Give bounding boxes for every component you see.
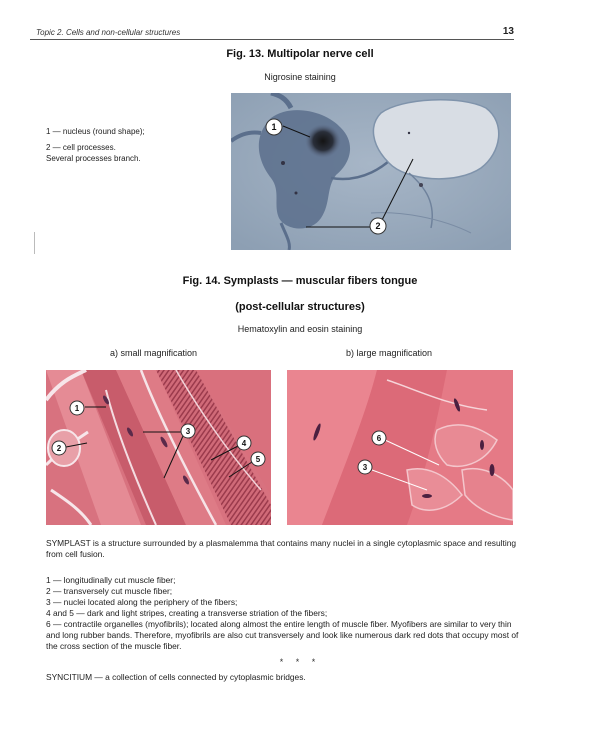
muscle-small-magnification bbox=[46, 370, 271, 525]
topic-title: Topic 2. Cells and non-cellular structures bbox=[36, 28, 181, 37]
marker-a3: 3 bbox=[185, 427, 191, 436]
symplast-definition: SYMPLAST is a structure surrounded by a plasmalemma that contains many nuclei in a single cytoplasmic space and resulting from cell fusion. bbox=[46, 538, 517, 559]
fig14-staining: Hematoxylin and eosin staining bbox=[237, 324, 363, 334]
fig13-legend-3: Several processes branch. bbox=[46, 154, 141, 163]
fig13-title: Fig. 13. Multipolar nerve cell bbox=[226, 48, 374, 60]
fig14-legend bbox=[46, 575, 524, 652]
fig14-sub-b: b) large magnification bbox=[346, 348, 433, 358]
marker-b6: 6 bbox=[376, 434, 382, 443]
fig14-sub-a: a) small magnification bbox=[110, 348, 198, 358]
fig13-staining: Nigrosine staining bbox=[264, 72, 336, 82]
legend-item-2: 2 — transversely cut muscle fiber; bbox=[46, 586, 173, 596]
legend-item-5: 6 — contractile organelles (myofibrils); located along almost the entire length of muscle fiber. Myofibers are similar to very thin and long rubber bands. Therefore, myofibrils are also cut transversely and look like numerous dark red dots that occupy most of the cross section of the muscle fiber. bbox=[46, 619, 519, 651]
page-header bbox=[30, 27, 514, 40]
legend-item-4: 4 and 5 — dark and light stripes, creating a transverse striation of the fibers; bbox=[46, 608, 328, 618]
nerve-cell-micrograph bbox=[231, 93, 511, 250]
marker-a1: 1 bbox=[74, 404, 80, 413]
marker-2-label: 2 bbox=[375, 221, 381, 231]
fig13-legend-2: 2 — cell processes. bbox=[46, 143, 116, 152]
fig13-legend bbox=[46, 126, 145, 164]
legend-item-3: 3 — nuclei located along the periphery of the fibers; bbox=[46, 597, 238, 607]
page-number: 13 bbox=[502, 26, 514, 37]
marker-a2: 2 bbox=[56, 444, 62, 453]
margin-mark bbox=[34, 232, 35, 254]
marker-a4: 4 bbox=[241, 439, 247, 448]
fig14-title-line2: (post-cellular structures) bbox=[235, 301, 365, 313]
syncitium-definition: SYNCITIUM — a collection of cells connected by cytoplasmic bridges. bbox=[46, 672, 306, 682]
marker-1-label: 1 bbox=[271, 122, 277, 132]
fig14-title-line1: Fig. 14. Symplasts — muscular fibers tongue bbox=[182, 275, 418, 287]
legend-item-1: 1 — longitudinally cut muscle fiber; bbox=[46, 575, 176, 585]
marker-b3: 3 bbox=[362, 463, 368, 472]
marker-a5: 5 bbox=[255, 455, 261, 464]
muscle-large-magnification bbox=[287, 370, 513, 525]
fig13-legend-1: 1 — nucleus (round shape); bbox=[46, 127, 145, 136]
section-divider: * * * bbox=[279, 657, 321, 667]
